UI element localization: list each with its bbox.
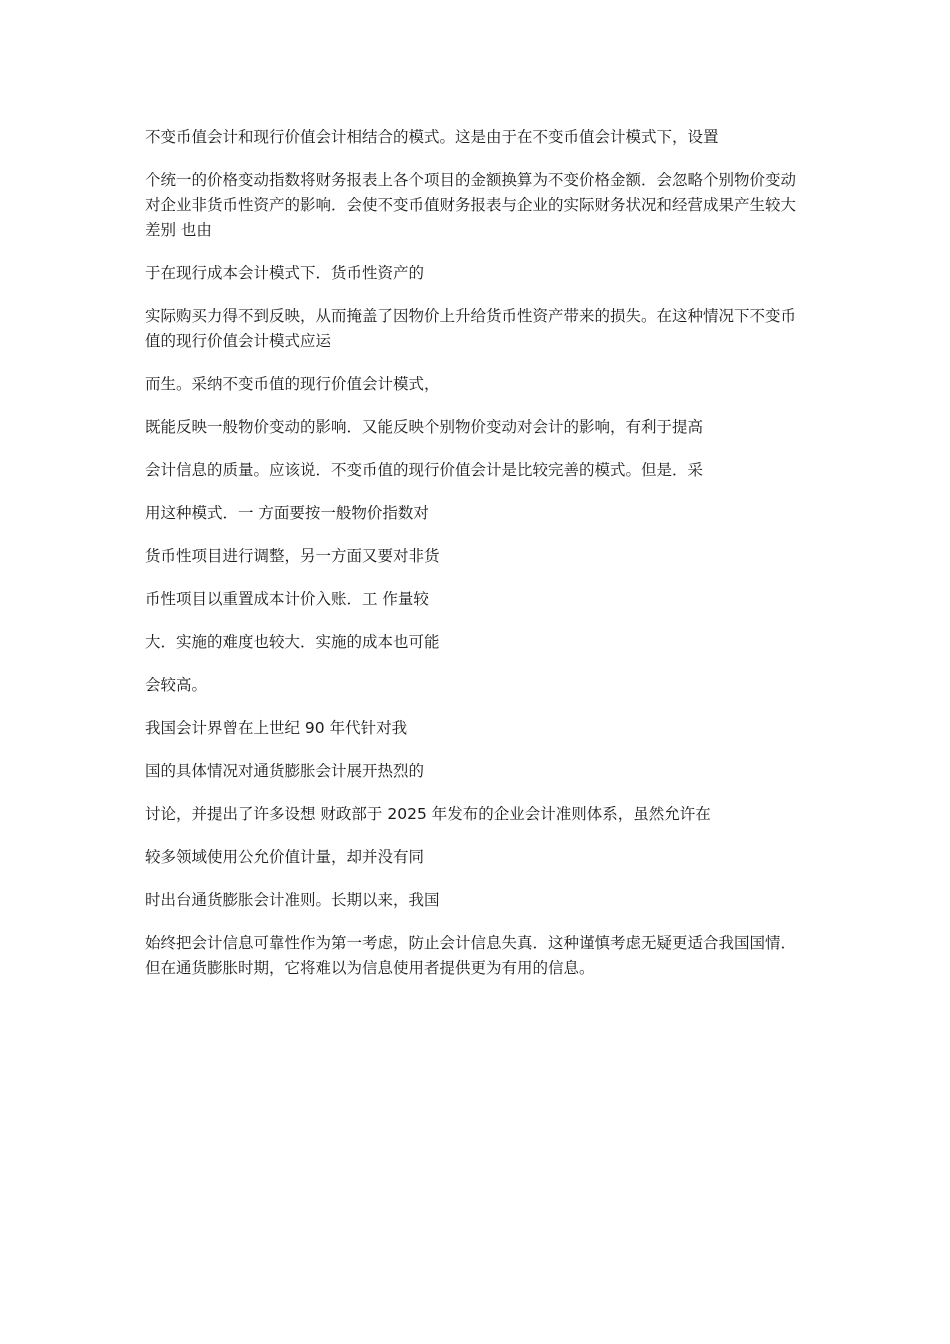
paragraph-17: 时出台通货膨胀会计准则。长期以来，我国 <box>145 891 440 909</box>
paragraph-1: 不变币值会计和现行价值会计相结合的模式。这是由于在不变币值会计模式下，设置 <box>145 128 719 146</box>
paragraph-7: 会计信息的质量。应该说．不变币值的现行价值会计是比较完善的模式。但是．采 <box>145 461 704 479</box>
paragraph-16: 较多领域使用公允价值计量，却并没有同 <box>145 848 425 866</box>
paragraph-18: 始终把会计信息可靠性作为第一考虑，防止会计信息失真．这种谨慎考虑无疑更适合我国国情．但在通货膨胀时期，它将难以为信息使用者提供更为有用的信息。 <box>145 934 797 977</box>
paragraph-12: 会较高。 <box>145 676 208 694</box>
document-body <box>145 125 810 999</box>
paragraph-9: 货币性项目进行调整，另一方面又要对非货 <box>145 547 440 565</box>
paragraph-15: 讨论，并提出了许多设想 财政部于 2025 年发布的企业会计准则体系，虽然允许在 <box>145 805 711 823</box>
paragraph-10: 币性项目以重置成本计价入账．工 作量较 <box>145 590 429 608</box>
paragraph-11: 大．实施的难度也较大．实施的成本也可能 <box>145 633 440 651</box>
paragraph-4: 实际购买力得不到反映，从而掩盖了因物价上升给货币性资产带来的损失。在这种情况下不变币值的现行价值会计模式应运 <box>145 307 797 350</box>
paragraph-2: 个统一的价格变动指数将财务报表上各个项目的金额换算为不变价格金额．会忽略个别物价变动对企业非货币性资产的影响．会使不变币值财务报表与企业的实际财务状况和经营成果产生较大差别 也由 <box>145 171 797 239</box>
paragraph-8: 用这种模式．一 方面要按一般物价指数对 <box>145 504 429 522</box>
paragraph-5: 而生。采纳不变币值的现行价值会计模式， <box>145 375 440 393</box>
paragraph-3: 于在现行成本会计模式下．货币性资产的 <box>145 264 425 282</box>
paragraph-6: 既能反映一般物价变动的影响．又能反映个别物价变动对会计的影响，有利于提高 <box>145 418 704 436</box>
paragraph-14: 国的具体情况对通货膨胀会计展开热烈的 <box>145 762 425 780</box>
paragraph-13: 我国会计界曾在上世纪 90 年代针对我 <box>145 719 408 737</box>
